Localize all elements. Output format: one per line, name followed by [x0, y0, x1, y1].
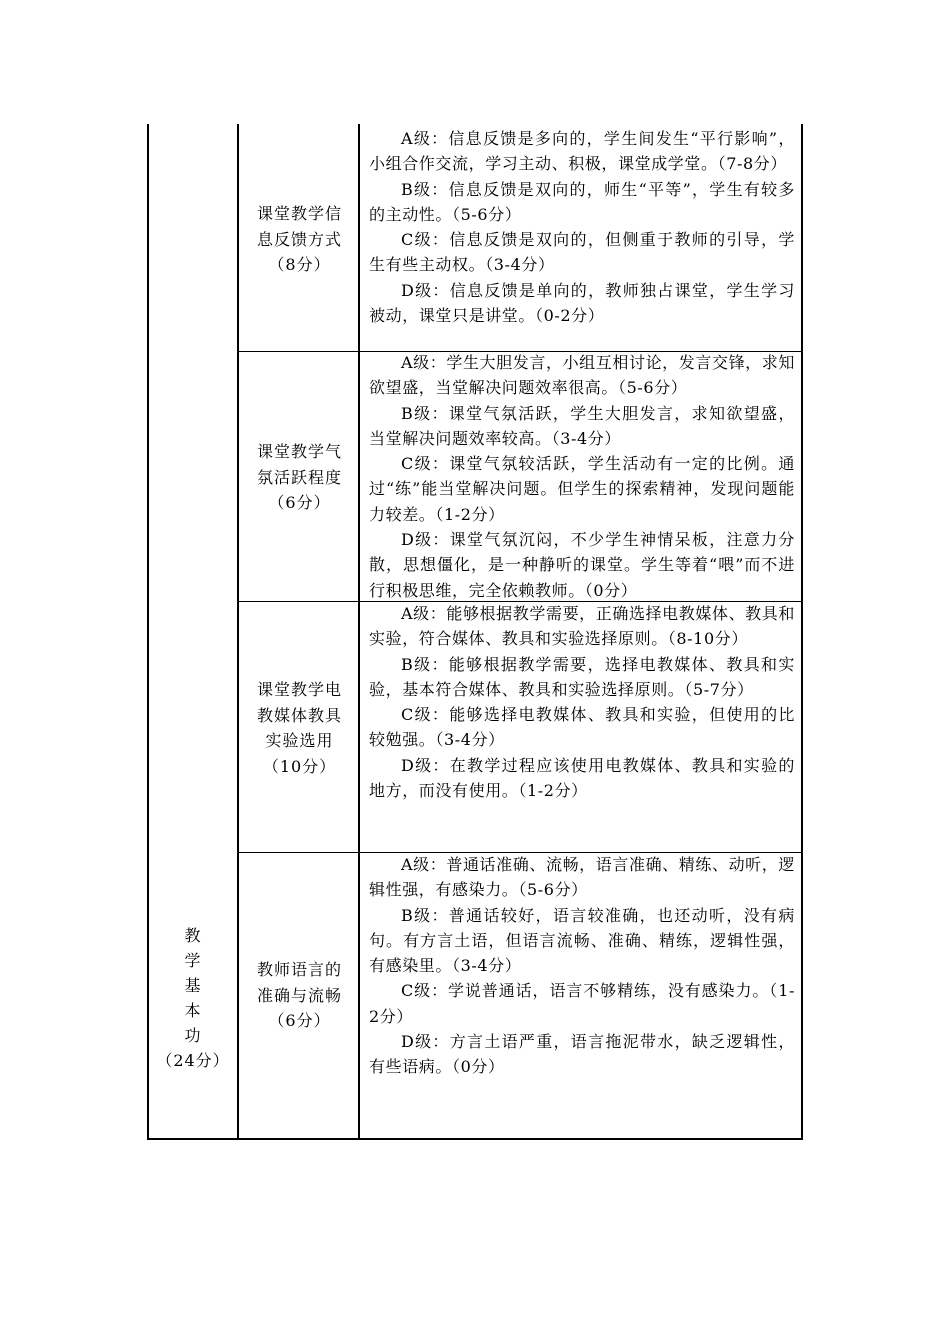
- category-cell: [149, 923, 237, 1073]
- level-b-text: B级：课堂气氛活跃，学生大胆发言，求知欲望盛，当堂解决问题效率较高。（3-4分）: [369, 403, 795, 448]
- category-score: （24分）: [156, 1051, 230, 1070]
- item-cell-language: [241, 957, 358, 1034]
- level-cell-atmosphere: [369, 350, 795, 603]
- level-a-text: A级：学生大胆发言，小组互相讨论，发言交锋，求知欲望盛，当堂解决问题效率很高。（5-6分）: [369, 353, 795, 398]
- item-label-line: 教师语言的: [256, 960, 342, 979]
- level-d-text: D级：信息反馈是单向的，教师独占课堂，学生学习被动，课堂只是讲堂。（0-2分）: [369, 280, 795, 326]
- level-a-text: A级：信息反馈是多向的，学生间发生“平行影响”，小组合作交流，学习主动、积极，课堂成学堂。（7-8分）: [369, 129, 795, 174]
- level-a-text: A级：普通话准确、流畅，语言准确、精练、动听，逻辑性强，有感染力。（5-6分）: [369, 855, 795, 900]
- item-score: （6分）: [268, 1011, 331, 1030]
- category-char: 本: [184, 1001, 202, 1020]
- category-char: 教: [184, 926, 202, 945]
- item-label-line: 教媒体教具: [256, 705, 342, 725]
- level-c-text: C级：课堂气氛较活跃，学生活动有一定的比例。通过“练”能当堂解决问题。但学生的探索精神，发现问题能力较差。（1-2分）: [369, 454, 795, 524]
- item-label-line: 氛活跃程度: [256, 467, 342, 487]
- level-c-text: C级：能够选择电教媒体、教具和实验，但使用的比较勉强。（3-4分）: [369, 705, 795, 750]
- level-d-text: D级：方言土语严重，语言拖泥带水，缺乏逻辑性，有些语病。（0分）: [369, 1032, 795, 1077]
- item-score: （6分）: [268, 493, 331, 512]
- level-c-text: C级：学说普通话，语言不够精练，没有感染力。（1-2分）: [369, 981, 795, 1026]
- table-border-right: [801, 124, 803, 1140]
- level-cell-feedback: [369, 126, 795, 328]
- level-a-text: A级：能够根据教学需要，正确选择电教媒体、教具和实验，符合媒体、教具和实验选择原则。（8-10分）: [369, 604, 795, 649]
- category-char: 基: [184, 976, 202, 995]
- table-border-bottom: [147, 1138, 803, 1140]
- level-d-text: D级：课堂气氛沉闷，不少学生神情呆板，注意力分散，思想僵化，是一种静听的课堂。学生等着“喂”而不进行积极思维，完全依赖教师。（0分）: [369, 530, 795, 600]
- item-label-line: 课堂教学电: [256, 680, 342, 699]
- table-divider-item: [358, 124, 360, 1140]
- item-cell-atmosphere: [241, 439, 358, 516]
- item-label-line: 课堂教学气: [256, 442, 342, 461]
- table-divider-category: [237, 124, 239, 1140]
- level-c-text: C级：信息反馈是双向的，但侧重于教师的引导，学生有些主动权。（3-4分）: [369, 230, 795, 275]
- level-b-text: B级：普通话较好，语言较准确，也还动听，没有病句。有方言土语，但语言流畅、准确、精练，逻辑性强，有感染里。（3-4分）: [369, 905, 795, 976]
- item-score: （10分）: [262, 756, 337, 776]
- level-b-text: B级：信息反馈是双向的，师生“平等”，学生有较多的主动性。（5-6分）: [369, 179, 795, 224]
- category-char: 功: [184, 1026, 202, 1045]
- level-cell-media: [369, 601, 795, 803]
- item-label-line: 实验选用: [265, 731, 334, 750]
- level-cell-language: [369, 852, 795, 1080]
- item-label-line: 息反馈方式: [256, 229, 342, 249]
- item-score: （8分）: [268, 255, 331, 274]
- level-d-text: D级：在教学过程应该使用电教媒体、教具和实验的地方，而没有使用。（1-2分）: [369, 755, 795, 801]
- item-cell-media: [241, 677, 358, 779]
- category-char: 学: [184, 951, 202, 970]
- item-cell-feedback: [241, 201, 358, 278]
- item-label-line: 准确与流畅: [256, 985, 342, 1005]
- item-label-line: 课堂教学信: [256, 204, 342, 223]
- level-b-text: B级：能够根据教学需要，选择电教媒体、教具和实验，基本符合媒体、教具和实验选择原则。（5-7分）: [369, 654, 795, 699]
